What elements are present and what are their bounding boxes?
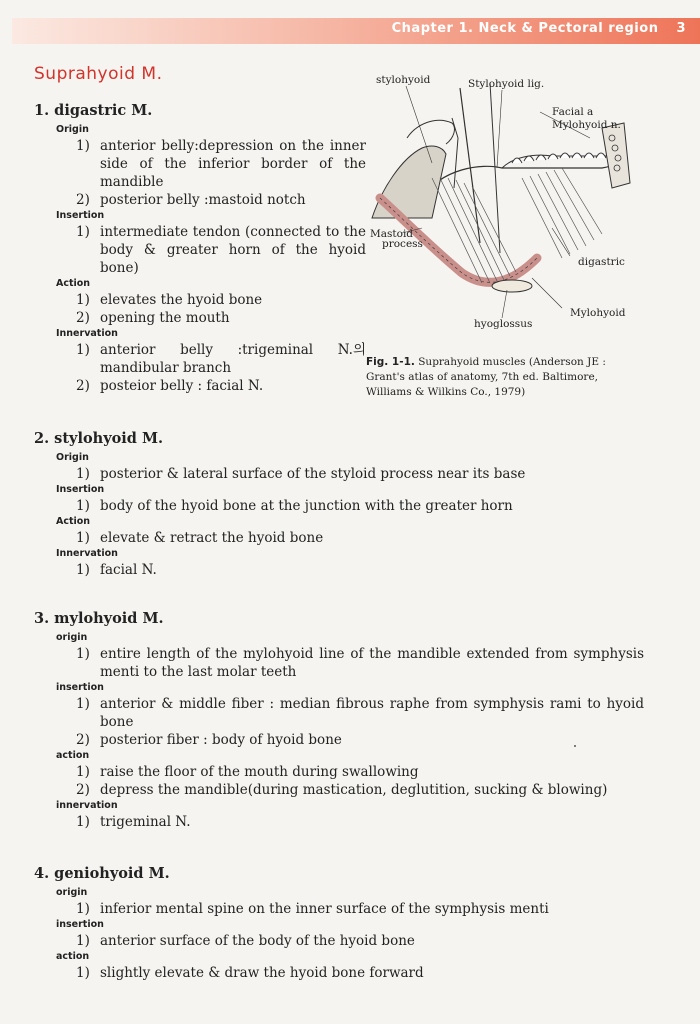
origin-label: Origin bbox=[56, 124, 89, 135]
suprahyoid-illustration bbox=[362, 68, 652, 338]
insertion-label: insertion bbox=[56, 919, 104, 930]
figure-caption bbox=[366, 355, 646, 400]
list-item: 1) posterior & lateral surface of the styloid process near its base bbox=[76, 466, 526, 482]
label-stylohyoid: stylohyoid bbox=[376, 74, 431, 86]
list-item: 2) posterior fiber : body of hyoid bone bbox=[76, 732, 342, 748]
label-stylohyoid-lig: Stylohyoid lig. bbox=[468, 78, 545, 90]
list-item: 2) posterior belly :mastoid notch bbox=[76, 192, 306, 208]
list-item: 1) anterior & middle fiber : median fibrous raphe from symphysis rami to hyoid bone bbox=[76, 696, 644, 730]
origin-label: origin bbox=[56, 632, 88, 643]
muscle-stylohyoid bbox=[34, 430, 554, 579]
figure-caption-text: Suprahyoid muscles (Anderson JE : Grant's atlas of anatomy, 7th ed. Baltimore, Williams & Wilkins Co., 1979) bbox=[366, 356, 606, 398]
list-item: 1) elevate & retract the hyoid bone bbox=[76, 530, 324, 546]
origin-label: Origin bbox=[56, 452, 89, 463]
list-item: 2) depress the mandible(during mastication, deglutition, sucking & blowing) bbox=[76, 782, 608, 798]
section-title: Suprahyoid M. bbox=[34, 64, 163, 84]
muscle-digastric bbox=[34, 102, 366, 395]
insertion-label: Insertion bbox=[56, 484, 105, 495]
anatomy-figure bbox=[362, 68, 652, 338]
label-facial-a: Facial a bbox=[552, 106, 594, 118]
origin-label: origin bbox=[56, 887, 88, 898]
label-mylohyoid-n: Mylohyoid n. bbox=[552, 119, 621, 131]
list-item: 1) body of the hyoid bone at the junction with the greater horn bbox=[76, 498, 513, 514]
action-label: action bbox=[56, 750, 90, 761]
innervation-label: innervation bbox=[56, 800, 118, 811]
muscle-geniohyoid bbox=[34, 865, 594, 982]
label-mastoid: Mastoid bbox=[370, 228, 414, 240]
list-item: 1) anterior belly :trigeminal N.의 mandibular branch bbox=[76, 342, 366, 376]
action-label: Action bbox=[56, 278, 91, 289]
chapter-title: Chapter 1. Neck & Pectoral region bbox=[391, 21, 659, 36]
chapter-header-bar bbox=[12, 18, 700, 44]
list-item: 1) anterior surface of the body of the hyoid bone bbox=[76, 933, 415, 949]
action-label: Action bbox=[56, 516, 91, 527]
muscle-name: 2. stylohyoid M. bbox=[34, 430, 164, 447]
chapter-header bbox=[392, 21, 686, 36]
label-digastric: digastric bbox=[578, 256, 625, 268]
list-item: 1) entire length of the mylohyoid line of the mandible extended from symphysis menti to the last molar teeth bbox=[76, 646, 644, 680]
list-item: 2) opening the mouth bbox=[76, 310, 230, 326]
list-item: 1) raise the floor of the mouth during swallowing bbox=[76, 764, 419, 780]
list-item: 2) posteior belly : facial N. bbox=[76, 378, 264, 394]
list-item: 1) intermediate tendon (connected to the body & greater horn of the hyoid bone) bbox=[76, 224, 366, 276]
list-item: 1) anterior belly:depression on the inner side of the inferior border of the mandible bbox=[76, 138, 366, 190]
list-item: 1) slightly elevate & draw the hyoid bone forward bbox=[76, 965, 424, 981]
page-number: 3 bbox=[676, 21, 686, 36]
muscle-name: 3. mylohyoid M. bbox=[34, 610, 164, 627]
action-label: action bbox=[56, 951, 90, 962]
label-process: process bbox=[382, 238, 423, 250]
label-mylohyoid: Mylohyoid bbox=[570, 307, 626, 319]
innervation-label: Innervation bbox=[56, 328, 118, 339]
insertion-label: insertion bbox=[56, 682, 104, 693]
muscle-mylohyoid bbox=[34, 610, 644, 831]
list-item: 1) inferior mental spine on the inner surface of the symphysis menti bbox=[76, 901, 549, 917]
stray-mark bbox=[574, 745, 576, 747]
list-item: 1) facial N. bbox=[76, 562, 157, 578]
insertion-label: Insertion bbox=[56, 210, 105, 221]
innervation-label: Innervation bbox=[56, 548, 118, 559]
muscle-name: 1. digastric M. bbox=[34, 102, 153, 119]
list-item: 1) elevates the hyoid bone bbox=[76, 292, 263, 308]
figure-number: Fig. 1-1. bbox=[366, 356, 415, 368]
label-hyoglossus: hyoglossus bbox=[474, 318, 533, 330]
muscle-name: 4. geniohyoid M. bbox=[34, 865, 170, 882]
list-item: 1) trigeminal N. bbox=[76, 814, 191, 830]
